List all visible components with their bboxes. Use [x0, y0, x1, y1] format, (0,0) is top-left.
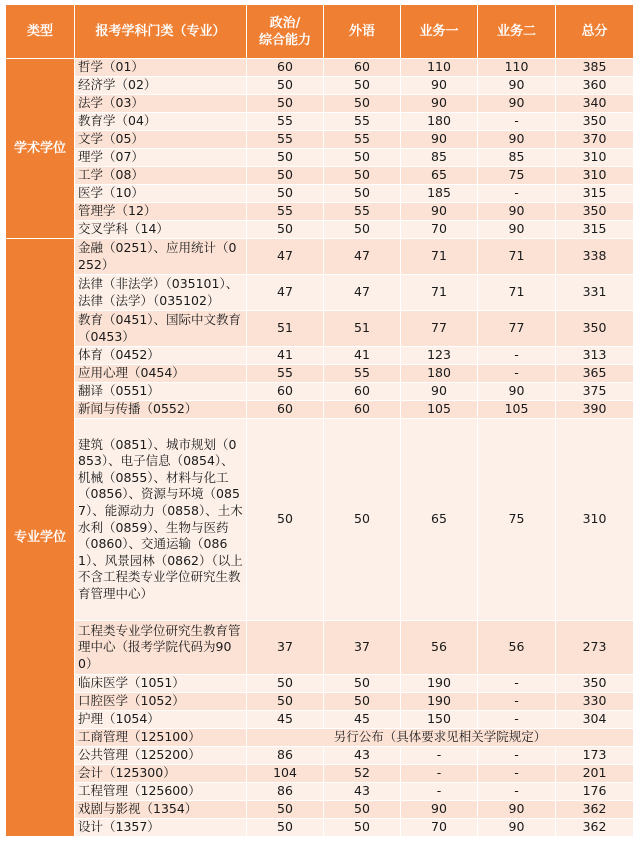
total-score-cell: 362: [556, 819, 634, 837]
total-score-cell: 201: [556, 765, 634, 783]
table-row: [6, 401, 634, 419]
business-2-score-cell: -: [478, 765, 556, 783]
subject-cell: 法学（03）: [75, 95, 247, 113]
politics-score-cell: 60: [247, 59, 324, 77]
total-score-cell: 350: [556, 113, 634, 131]
business-1-score-cell: 70: [401, 221, 478, 239]
table-row: [6, 131, 634, 149]
business-2-score-cell: 110: [478, 59, 556, 77]
subject-cell: 教育（0451）、国际中文教育（0453）: [75, 311, 247, 347]
category-cell: 专业学位: [6, 239, 75, 837]
politics-score-cell: 47: [247, 275, 324, 311]
business-1-score-cell: 70: [401, 819, 478, 837]
business-2-score-cell: 75: [478, 419, 556, 621]
language-score-cell: 45: [324, 711, 401, 729]
business-2-score-cell: -: [478, 675, 556, 693]
language-score-cell: 55: [324, 365, 401, 383]
language-score-cell: 50: [324, 675, 401, 693]
language-score-cell: 50: [324, 801, 401, 819]
total-score-cell: 310: [556, 419, 634, 621]
language-score-cell: 50: [324, 149, 401, 167]
business-1-score-cell: 90: [401, 95, 478, 113]
business-2-score-cell: -: [478, 747, 556, 765]
business-1-score-cell: 90: [401, 801, 478, 819]
table-row: [6, 675, 634, 693]
subject-cell: 新闻与传播（0552）: [75, 401, 247, 419]
table-row: [6, 275, 634, 311]
politics-score-cell: 50: [247, 819, 324, 837]
politics-score-cell: 50: [247, 167, 324, 185]
total-score-cell: 390: [556, 401, 634, 419]
politics-score-cell: 50: [247, 675, 324, 693]
header-total: 总分: [556, 5, 634, 59]
header-politics-line2: 综合能力: [258, 32, 311, 48]
business-1-score-cell: 77: [401, 311, 478, 347]
politics-score-cell: 55: [247, 131, 324, 149]
total-score-cell: 176: [556, 783, 634, 801]
politics-score-cell: 60: [247, 401, 324, 419]
table-row: [6, 95, 634, 113]
subject-cell: 建筑（0851）、城市规划（0853）、电子信息（0854）、机械（0855）、材料与化工（0856）、资源与环境（0857）、能源动力（0858）、土木水利（0859）、生物与医药（0860）、交通运输（0861）、风景园林（0862）（以上不含工程类专业学位研究生教育管理中心）: [75, 419, 247, 621]
score-table: [5, 4, 634, 837]
business-1-score-cell: 71: [401, 239, 478, 275]
total-score-cell: 315: [556, 221, 634, 239]
total-score-cell: 315: [556, 185, 634, 203]
language-score-cell: 50: [324, 167, 401, 185]
language-score-cell: 51: [324, 311, 401, 347]
table-row: [6, 149, 634, 167]
language-score-cell: 52: [324, 765, 401, 783]
business-2-score-cell: 105: [478, 401, 556, 419]
table-header: [6, 5, 634, 59]
total-score-cell: 350: [556, 675, 634, 693]
subject-cell: 经济学（02）: [75, 77, 247, 95]
language-score-cell: 50: [324, 221, 401, 239]
subject-cell: 戏剧与影视（1354）: [75, 801, 247, 819]
table-row: [6, 801, 634, 819]
business-2-score-cell: 90: [478, 77, 556, 95]
business-2-score-cell: -: [478, 783, 556, 801]
table-row: [6, 113, 634, 131]
politics-score-cell: 60: [247, 383, 324, 401]
subject-cell: 教育学（04）: [75, 113, 247, 131]
table-row: [6, 729, 634, 747]
subject-cell: 体育（0452）: [75, 347, 247, 365]
table-row: [6, 239, 634, 275]
table-row: [6, 819, 634, 837]
table-row: [6, 185, 634, 203]
business-2-score-cell: 90: [478, 819, 556, 837]
business-2-score-cell: 90: [478, 95, 556, 113]
business-1-score-cell: -: [401, 747, 478, 765]
subject-cell: 公共管理（125200）: [75, 747, 247, 765]
politics-score-cell: 45: [247, 711, 324, 729]
total-score-cell: 304: [556, 711, 634, 729]
subject-cell: 翻译（0551）: [75, 383, 247, 401]
subject-cell: 管理学（12）: [75, 203, 247, 221]
politics-score-cell: 86: [247, 783, 324, 801]
table-row: [6, 77, 634, 95]
language-score-cell: 50: [324, 95, 401, 113]
subject-cell: 工程管理（125600）: [75, 783, 247, 801]
score-table-container: [5, 4, 633, 837]
business-1-score-cell: 190: [401, 693, 478, 711]
business-1-score-cell: 180: [401, 113, 478, 131]
table-row: [6, 419, 634, 621]
politics-score-cell: 51: [247, 311, 324, 347]
table-row: [6, 747, 634, 765]
language-score-cell: 50: [324, 693, 401, 711]
table-row: [6, 311, 634, 347]
table-row: [6, 693, 634, 711]
total-score-cell: 310: [556, 167, 634, 185]
language-score-cell: 47: [324, 239, 401, 275]
total-score-cell: 385: [556, 59, 634, 77]
language-score-cell: 43: [324, 747, 401, 765]
subject-cell: 工学（08）: [75, 167, 247, 185]
politics-score-cell: 41: [247, 347, 324, 365]
business-2-score-cell: 71: [478, 239, 556, 275]
subject-cell: 工程类专业学位研究生教育管理中心（报考学院代码为900）: [75, 621, 247, 675]
table-row: [6, 203, 634, 221]
table-row: [6, 383, 634, 401]
header-business-1: 业务一: [401, 5, 478, 59]
politics-score-cell: 86: [247, 747, 324, 765]
politics-score-cell: 50: [247, 95, 324, 113]
header-subject: 报考学科门类（专业）: [75, 5, 247, 59]
business-1-score-cell: 180: [401, 365, 478, 383]
business-2-score-cell: 90: [478, 221, 556, 239]
politics-score-cell: 55: [247, 203, 324, 221]
subject-cell: 工商管理（125100）: [75, 729, 247, 747]
subject-cell: 文学（05）: [75, 131, 247, 149]
politics-score-cell: 55: [247, 113, 324, 131]
business-1-score-cell: 90: [401, 203, 478, 221]
header-row: [6, 5, 634, 59]
business-2-score-cell: -: [478, 365, 556, 383]
total-score-cell: 273: [556, 621, 634, 675]
language-score-cell: 55: [324, 131, 401, 149]
table-row: [6, 167, 634, 185]
total-score-cell: 370: [556, 131, 634, 149]
business-2-score-cell: 90: [478, 203, 556, 221]
politics-score-cell: 50: [247, 693, 324, 711]
business-2-score-cell: -: [478, 711, 556, 729]
language-score-cell: 50: [324, 77, 401, 95]
business-1-score-cell: -: [401, 765, 478, 783]
table-row: [6, 221, 634, 239]
politics-score-cell: 37: [247, 621, 324, 675]
language-score-cell: 60: [324, 401, 401, 419]
business-2-score-cell: 90: [478, 131, 556, 149]
subject-cell: 临床医学（1051）: [75, 675, 247, 693]
subject-cell: 护理（1054）: [75, 711, 247, 729]
table-row: [6, 59, 634, 77]
business-1-score-cell: 123: [401, 347, 478, 365]
language-score-cell: 50: [324, 185, 401, 203]
business-1-score-cell: 71: [401, 275, 478, 311]
business-1-score-cell: 90: [401, 77, 478, 95]
total-score-cell: 350: [556, 203, 634, 221]
business-2-score-cell: -: [478, 113, 556, 131]
business-1-score-cell: 85: [401, 149, 478, 167]
table-row: [6, 347, 634, 365]
total-score-cell: 173: [556, 747, 634, 765]
header-language: 外语: [324, 5, 401, 59]
total-score-cell: 338: [556, 239, 634, 275]
business-2-score-cell: 90: [478, 383, 556, 401]
business-1-score-cell: 90: [401, 383, 478, 401]
politics-score-cell: 50: [247, 149, 324, 167]
total-score-cell: 365: [556, 365, 634, 383]
language-score-cell: 50: [324, 819, 401, 837]
total-score-cell: 362: [556, 801, 634, 819]
language-score-cell: 55: [324, 113, 401, 131]
merged-note-cell: 另行公布（具体要求见相关学院规定）: [247, 729, 634, 747]
total-score-cell: 330: [556, 693, 634, 711]
business-2-score-cell: 75: [478, 167, 556, 185]
language-score-cell: 50: [324, 419, 401, 621]
total-score-cell: 331: [556, 275, 634, 311]
subject-cell: 口腔医学（1052）: [75, 693, 247, 711]
business-2-score-cell: 85: [478, 149, 556, 167]
business-1-score-cell: 105: [401, 401, 478, 419]
business-1-score-cell: 90: [401, 131, 478, 149]
total-score-cell: 310: [556, 149, 634, 167]
table-row: [6, 765, 634, 783]
politics-score-cell: 50: [247, 185, 324, 203]
politics-score-cell: 50: [247, 221, 324, 239]
business-2-score-cell: 71: [478, 275, 556, 311]
subject-cell: 金融（0251）、应用统计（0252）: [75, 239, 247, 275]
business-2-score-cell: -: [478, 347, 556, 365]
total-score-cell: 340: [556, 95, 634, 113]
language-score-cell: 55: [324, 203, 401, 221]
table-row: [6, 621, 634, 675]
total-score-cell: 360: [556, 77, 634, 95]
language-score-cell: 60: [324, 59, 401, 77]
header-politics-line1: 政治/: [269, 15, 301, 31]
language-score-cell: 41: [324, 347, 401, 365]
language-score-cell: 60: [324, 383, 401, 401]
business-1-score-cell: 150: [401, 711, 478, 729]
subject-cell: 理学（07）: [75, 149, 247, 167]
business-1-score-cell: 190: [401, 675, 478, 693]
category-cell: 学术学位: [6, 59, 75, 239]
business-1-score-cell: 110: [401, 59, 478, 77]
subject-cell: 会计（125300）: [75, 765, 247, 783]
language-score-cell: 47: [324, 275, 401, 311]
politics-score-cell: 50: [247, 77, 324, 95]
table-row: [6, 711, 634, 729]
business-2-score-cell: 90: [478, 801, 556, 819]
subject-cell: 哲学（01）: [75, 59, 247, 77]
total-score-cell: 375: [556, 383, 634, 401]
table-row: [6, 365, 634, 383]
header-business-2: 业务二: [478, 5, 556, 59]
total-score-cell: 350: [556, 311, 634, 347]
business-2-score-cell: -: [478, 693, 556, 711]
politics-score-cell: 47: [247, 239, 324, 275]
business-2-score-cell: 77: [478, 311, 556, 347]
header-type: 类型: [6, 5, 75, 59]
total-score-cell: 313: [556, 347, 634, 365]
table-row: [6, 783, 634, 801]
subject-cell: 交叉学科（14）: [75, 221, 247, 239]
business-2-score-cell: -: [478, 185, 556, 203]
politics-score-cell: 50: [247, 419, 324, 621]
business-1-score-cell: 56: [401, 621, 478, 675]
language-score-cell: 37: [324, 621, 401, 675]
business-1-score-cell: -: [401, 783, 478, 801]
politics-score-cell: 55: [247, 365, 324, 383]
business-1-score-cell: 65: [401, 167, 478, 185]
subject-cell: 医学（10）: [75, 185, 247, 203]
header-politics: [247, 5, 324, 59]
subject-cell: 应用心理（0454）: [75, 365, 247, 383]
politics-score-cell: 104: [247, 765, 324, 783]
language-score-cell: 43: [324, 783, 401, 801]
business-2-score-cell: 56: [478, 621, 556, 675]
subject-cell: 设计（1357）: [75, 819, 247, 837]
business-1-score-cell: 185: [401, 185, 478, 203]
table-body: [6, 59, 634, 837]
subject-cell: 法律（非法学）（035101）、法律（法学）（035102）: [75, 275, 247, 311]
business-1-score-cell: 65: [401, 419, 478, 621]
politics-score-cell: 50: [247, 801, 324, 819]
